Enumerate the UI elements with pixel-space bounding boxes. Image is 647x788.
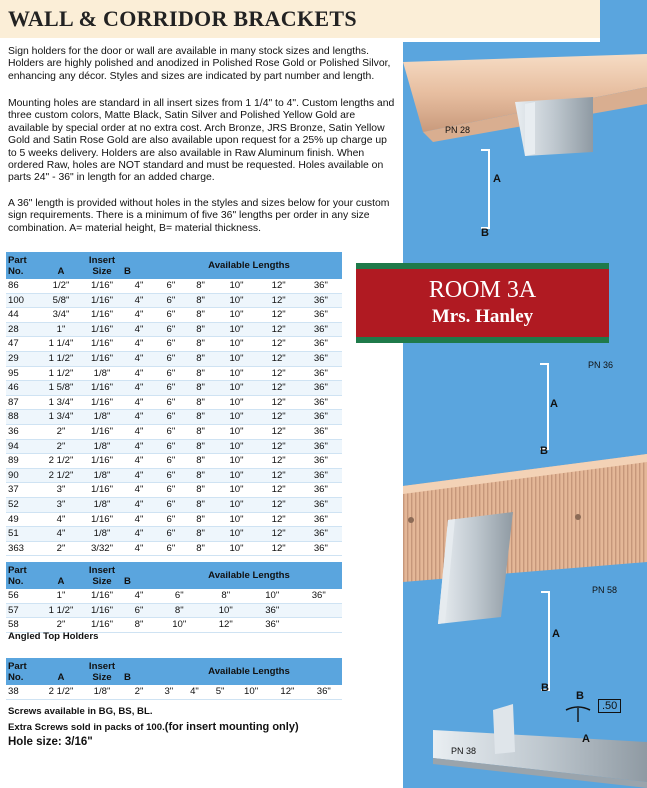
length-cell: 8"	[186, 293, 216, 308]
length-cell: 8"	[186, 439, 216, 454]
length-cell: 3"	[156, 685, 182, 699]
length-cell: 36"	[300, 497, 342, 512]
table-header	[6, 562, 342, 589]
length-cell: 36"	[300, 439, 342, 454]
thickness-b-cell: 1/16"	[82, 308, 122, 323]
length-cell: 10"	[215, 279, 257, 293]
length-cell: 6"	[156, 454, 186, 469]
thickness-b-cell: 1/16"	[82, 454, 122, 469]
thickness-b-cell: 1/16"	[82, 589, 122, 603]
length-cell: 4"	[122, 439, 156, 454]
length-cell: 12"	[258, 483, 300, 498]
length-cell: 6"	[156, 322, 186, 337]
length-cell: 10"	[215, 337, 257, 352]
pn38-dim-fifty: .50	[598, 699, 621, 713]
length-cell: 36"	[300, 483, 342, 498]
length-cell: 12"	[258, 381, 300, 396]
intro-paragraph: Sign holders for the door or wall are available in many stock sizes and lengths. Holders are highly polished and anodized in Polished Rose Gold or Polished Silvor, enhancing any décor. Styles and sizes are indicated by part number and length.	[8, 46, 391, 82]
length-cell: 12"	[258, 497, 300, 512]
table-row	[6, 322, 342, 337]
blue-strip-top	[600, 0, 647, 42]
length-cell: 6"	[156, 395, 186, 410]
header-part: Part	[8, 660, 27, 672]
part-no-cell: 44	[6, 308, 40, 323]
length-cell: 8"	[186, 424, 216, 439]
thickness-b-cell: 1/16"	[82, 337, 122, 352]
length-cell: 6"	[156, 512, 186, 527]
part-no-cell: 29	[6, 351, 40, 366]
mounting-paragraph: Mounting holes are standard in all insert sizes from 1 1/4" to 4". Custom lengths and three custom colors, Matte Black, Satin Silver and Polished Yellow Gold are available by special order at no extra cost. Arch Bronze, JRS Bronze, Satin Yellow Gold and Satin Rose Gold are also available upon request for a 25% up charge up to 5 weeks delivery. Holders are also available in Raw Aluminum finish. When ordered Raw, holes are NOT standard and must be requested. Holes available on parts 24" - 36" in length for an added charge.	[8, 98, 395, 184]
header-lengths: Available Lengths	[156, 658, 342, 685]
thickness-b-cell: 1/8"	[82, 366, 122, 381]
length-cell: 8"	[186, 468, 216, 483]
length-cell: 8"	[186, 366, 216, 381]
pn36-dim-a: A	[550, 398, 558, 410]
thickness-b-cell: 1/16"	[82, 424, 122, 439]
header-no: No.	[8, 265, 24, 277]
length-cell: 12"	[258, 541, 300, 556]
pn38-label: PN 38	[451, 746, 477, 756]
thickness-b-cell: 1/16"	[82, 351, 122, 366]
insert-a-cell: 2 1/2"	[40, 454, 82, 469]
length-cell: 4"	[122, 293, 156, 308]
length-cell: 12"	[258, 366, 300, 381]
part-no-cell: 46	[6, 381, 40, 396]
table-row	[6, 308, 342, 323]
length-cell: 36"	[249, 603, 296, 618]
table-row	[6, 410, 342, 425]
insert-a-cell: 2"	[40, 618, 82, 633]
table-row	[6, 279, 342, 293]
table-row	[6, 468, 342, 483]
thickness-b-cell: 1/8"	[82, 527, 122, 542]
length-cell: 10"	[215, 308, 257, 323]
room-sign-plate	[356, 263, 609, 343]
part-no-cell: 28	[6, 322, 40, 337]
extra-screws-note	[8, 721, 299, 733]
table-row	[6, 685, 342, 699]
length-cell: 12"	[258, 279, 300, 293]
angled-label: Angled Top Holders	[8, 631, 99, 642]
insert-a-cell: 1"	[40, 589, 82, 603]
part-no-cell: 90	[6, 468, 40, 483]
table-row	[6, 589, 342, 603]
empty-cell	[296, 603, 343, 618]
length-cell: 8"	[186, 410, 216, 425]
thickness-b-cell: 3/32"	[82, 541, 122, 556]
length-cell: 36"	[300, 337, 342, 352]
thickness-b-cell: 1/16"	[82, 279, 122, 293]
insert-a-cell: 1 1/2"	[40, 366, 82, 381]
length-cell: 4"	[122, 589, 156, 603]
length-cell: 4"	[122, 279, 156, 293]
thickness-b-cell: 1/16"	[82, 512, 122, 527]
insert-a-cell: 3"	[40, 483, 82, 498]
length-cell: 10"	[215, 497, 257, 512]
part-no-cell: 38	[6, 685, 40, 699]
table-row	[6, 366, 342, 381]
length-cell: 4"	[122, 322, 156, 337]
length-cell: 8"	[122, 618, 156, 633]
table-row	[6, 293, 342, 308]
length-cell: 4"	[122, 395, 156, 410]
insert-a-cell: 4"	[40, 512, 82, 527]
length-cell: 10"	[215, 410, 257, 425]
length-cell: 4"	[122, 424, 156, 439]
length-cell: 6"	[156, 483, 186, 498]
length-cell: 36"	[300, 381, 342, 396]
length-cell: 10"	[233, 685, 269, 699]
length-cell: 36"	[300, 351, 342, 366]
pn36-label: PN 36	[588, 360, 614, 370]
length-cell: 5"	[207, 685, 233, 699]
length-cell: 10"	[215, 395, 257, 410]
length-cell: 12"	[258, 337, 300, 352]
length-cell: 36"	[300, 322, 342, 337]
header-a: A	[40, 658, 82, 685]
length-cell: 12"	[269, 685, 305, 699]
length-cell: 10"	[215, 468, 257, 483]
length-cell: 36"	[300, 279, 342, 293]
pn58-dim-a: A	[552, 628, 560, 640]
length-cell: 6"	[156, 351, 186, 366]
length-cell: 12"	[258, 410, 300, 425]
length-cell: 12"	[258, 395, 300, 410]
length-cell: 36"	[300, 395, 342, 410]
header-insert: Insert	[88, 254, 116, 266]
length-cell: 12"	[258, 322, 300, 337]
thickness-b-cell: 1/8"	[82, 468, 122, 483]
length-cell: 4"	[122, 366, 156, 381]
length-cell: 10"	[215, 527, 257, 542]
table-row	[6, 439, 342, 454]
parts-table-2	[6, 562, 342, 633]
header-no: No.	[8, 575, 24, 587]
header-part: Part	[8, 254, 27, 266]
length-cell: 8"	[156, 603, 203, 618]
length-cell: 12"	[258, 454, 300, 469]
pn58-label: PN 58	[592, 585, 618, 595]
length-cell: 4"	[122, 468, 156, 483]
length-cell: 6"	[156, 589, 203, 603]
header-lengths: Available Lengths	[156, 252, 342, 279]
screws-note: Screws available in BG, BS, BL.	[8, 706, 153, 717]
length-cell: 10"	[203, 603, 250, 618]
table-row	[6, 351, 342, 366]
length-cell: 12"	[258, 468, 300, 483]
insert-a-cell: 1"	[40, 322, 82, 337]
pn58-profile-icon	[541, 592, 549, 690]
thickness-b-cell: 1/8"	[82, 410, 122, 425]
table-row	[6, 512, 342, 527]
thickness-b-cell: 1/16"	[82, 381, 122, 396]
thickness-b-cell: 1/16"	[82, 395, 122, 410]
parts-table-3	[6, 658, 342, 700]
table-row	[6, 337, 342, 352]
thickness-b-cell: 1/16"	[82, 618, 122, 633]
pn58-dim-b: B	[541, 682, 549, 694]
part-no-cell: 87	[6, 395, 40, 410]
insert-a-cell: 5/8"	[40, 293, 82, 308]
length-cell: 4"	[122, 410, 156, 425]
length-cell: 6"	[122, 603, 156, 618]
length-cell: 8"	[186, 279, 216, 293]
insert-a-cell: 1/2"	[40, 279, 82, 293]
length-cell: 4"	[122, 512, 156, 527]
length-cell: 36"	[300, 512, 342, 527]
length-cell: 8"	[186, 395, 216, 410]
length-cell: 4"	[122, 337, 156, 352]
part-no-cell: 57	[6, 603, 40, 618]
insert-a-cell: 2"	[40, 424, 82, 439]
custom-paragraph: A 36" length is provided without holes in the styles and sizes below for your custom sign requirements. There is a minimum of five 36" lengths per order in any size combination. A= material height, B= material thickness.	[8, 198, 390, 234]
length-cell: 6"	[156, 424, 186, 439]
part-no-cell: 95	[6, 366, 40, 381]
length-cell: 10"	[215, 322, 257, 337]
header-lengths: Available Lengths	[156, 562, 342, 589]
length-cell: 12"	[203, 618, 250, 633]
length-cell: 8"	[186, 308, 216, 323]
insert-a-cell: 2"	[40, 439, 82, 454]
pn28-label: PN 28	[445, 125, 471, 135]
length-cell: 8"	[186, 541, 216, 556]
pn36-profile-icon	[540, 364, 548, 449]
length-cell: 10"	[249, 589, 296, 603]
part-no-cell: 363	[6, 541, 40, 556]
length-cell: 6"	[156, 308, 186, 323]
insert-a-cell: 1 5/8"	[40, 381, 82, 396]
length-cell: 36"	[300, 410, 342, 425]
length-cell: 4"	[122, 497, 156, 512]
length-cell: 8"	[186, 497, 216, 512]
table-row	[6, 395, 342, 410]
part-no-cell: 86	[6, 279, 40, 293]
thickness-b-cell: 1/16"	[82, 322, 122, 337]
table-header	[6, 252, 342, 279]
pn38-dim-b: B	[576, 690, 584, 702]
length-cell: 36"	[300, 527, 342, 542]
insert-a-cell: 1 3/4"	[40, 410, 82, 425]
length-cell: 10"	[215, 541, 257, 556]
length-cell: 8"	[203, 589, 250, 603]
length-cell: 36"	[300, 541, 342, 556]
length-cell: 4"	[122, 527, 156, 542]
insert-a-cell: 3"	[40, 497, 82, 512]
header-b: B	[122, 252, 156, 279]
length-cell: 10"	[215, 293, 257, 308]
part-no-cell: 37	[6, 483, 40, 498]
pn28-bracket-image	[403, 54, 647, 156]
empty-cell	[296, 618, 343, 633]
part-no-cell: 51	[6, 527, 40, 542]
length-cell: 8"	[186, 337, 216, 352]
header-size: Size	[92, 265, 112, 277]
insert-a-cell: 1 1/2"	[40, 351, 82, 366]
length-cell: 8"	[186, 483, 216, 498]
insert-a-cell: 1 1/2"	[40, 603, 82, 618]
part-no-cell: 36	[6, 424, 40, 439]
length-cell: 10"	[215, 439, 257, 454]
length-cell: 2"	[122, 685, 156, 699]
sign-line-2: Mrs. Hanley	[431, 306, 534, 327]
length-cell: 8"	[186, 351, 216, 366]
page-title: WALL & CORRIDOR BRACKETS	[8, 6, 357, 31]
thickness-b-cell: 1/8"	[82, 439, 122, 454]
length-cell: 10"	[215, 424, 257, 439]
length-cell: 8"	[186, 512, 216, 527]
pn28-dim-b: B	[481, 227, 489, 239]
length-cell: 36"	[249, 618, 296, 633]
header-insert: Insert	[88, 660, 116, 672]
pn58-bracket-image	[403, 454, 647, 624]
length-cell: 6"	[156, 410, 186, 425]
length-cell: 8"	[186, 381, 216, 396]
insert-a-cell: 2 1/2"	[40, 468, 82, 483]
length-cell: 12"	[258, 424, 300, 439]
length-cell: 12"	[258, 351, 300, 366]
header-a: A	[40, 252, 82, 279]
header-part: Part	[8, 564, 27, 576]
length-cell: 10"	[215, 366, 257, 381]
table-row	[6, 541, 342, 556]
length-cell: 6"	[156, 279, 186, 293]
insert-a-cell: 4"	[40, 527, 82, 542]
pn28-profile-icon	[481, 150, 489, 228]
header-b: B	[122, 562, 156, 589]
part-no-cell: 49	[6, 512, 40, 527]
sign-line-1: ROOM 3A	[428, 277, 537, 303]
length-cell: 4"	[122, 351, 156, 366]
length-cell: 10"	[215, 454, 257, 469]
parts-table-1	[6, 252, 342, 556]
header-no: No.	[8, 671, 24, 683]
thickness-b-cell: 1/8"	[82, 497, 122, 512]
pn28-dim-a: A	[493, 173, 501, 185]
insert-a-cell: 1 3/4"	[40, 395, 82, 410]
length-cell: 36"	[300, 454, 342, 469]
length-cell: 6"	[156, 366, 186, 381]
table-header	[6, 658, 342, 685]
length-cell: 6"	[156, 293, 186, 308]
table-row	[6, 424, 342, 439]
length-cell: 8"	[186, 527, 216, 542]
length-cell: 8"	[186, 454, 216, 469]
table-row	[6, 527, 342, 542]
length-cell: 12"	[258, 308, 300, 323]
length-cell: 12"	[258, 527, 300, 542]
length-cell: 12"	[258, 439, 300, 454]
length-cell: 4"	[122, 483, 156, 498]
length-cell: 12"	[258, 293, 300, 308]
part-no-cell: 52	[6, 497, 40, 512]
table-row	[6, 454, 342, 469]
header-a: A	[40, 562, 82, 589]
length-cell: 8"	[186, 322, 216, 337]
length-cell: 6"	[156, 381, 186, 396]
extra-screws-suffix: (for insert mounting only)	[164, 721, 299, 733]
part-no-cell: 56	[6, 589, 40, 603]
length-cell: 36"	[300, 308, 342, 323]
insert-a-cell: 2"	[40, 541, 82, 556]
length-cell: 10"	[156, 618, 203, 633]
thickness-b-cell: 1/16"	[82, 483, 122, 498]
hole-size-note: Hole size: 3/16"	[8, 736, 93, 748]
header-size: Size	[92, 671, 112, 683]
length-cell: 36"	[296, 589, 343, 603]
extra-screws-text: Extra Screws sold in packs of 100.	[8, 722, 165, 733]
length-cell: 4"	[122, 381, 156, 396]
table-row	[6, 381, 342, 396]
table-row	[6, 603, 342, 618]
header-insert: Insert	[88, 564, 116, 576]
thickness-b-cell: 1/8"	[82, 685, 122, 699]
header-b: B	[122, 658, 156, 685]
length-cell: 6"	[156, 337, 186, 352]
length-cell: 4"	[122, 308, 156, 323]
thickness-b-cell: 1/16"	[82, 293, 122, 308]
part-no-cell: 94	[6, 439, 40, 454]
length-cell: 4"	[182, 685, 208, 699]
length-cell: 36"	[306, 685, 342, 699]
product-illustrations	[403, 42, 647, 788]
length-cell: 6"	[156, 541, 186, 556]
table-row	[6, 483, 342, 498]
length-cell: 36"	[300, 468, 342, 483]
length-cell: 6"	[156, 497, 186, 512]
part-no-cell: 100	[6, 293, 40, 308]
length-cell: 10"	[215, 351, 257, 366]
part-no-cell: 89	[6, 454, 40, 469]
table-row	[6, 497, 342, 512]
length-cell: 10"	[215, 483, 257, 498]
length-cell: 6"	[156, 468, 186, 483]
length-cell: 4"	[122, 541, 156, 556]
length-cell: 6"	[156, 439, 186, 454]
length-cell: 4"	[122, 454, 156, 469]
part-no-cell: 47	[6, 337, 40, 352]
part-no-cell: 88	[6, 410, 40, 425]
length-cell: 36"	[300, 424, 342, 439]
pn38-dim-a: A	[582, 733, 590, 745]
part-no-cell: 58	[6, 618, 40, 633]
insert-a-cell: 3/4"	[40, 308, 82, 323]
length-cell: 36"	[300, 293, 342, 308]
pn36-dim-b: B	[540, 445, 548, 457]
insert-a-cell: 2 1/2"	[40, 685, 82, 699]
length-cell: 12"	[258, 512, 300, 527]
header-size: Size	[92, 575, 112, 587]
length-cell: 10"	[215, 381, 257, 396]
thickness-b-cell: 1/16"	[82, 603, 122, 618]
length-cell: 6"	[156, 527, 186, 542]
insert-a-cell: 1 1/4"	[40, 337, 82, 352]
length-cell: 36"	[300, 366, 342, 381]
length-cell: 10"	[215, 512, 257, 527]
